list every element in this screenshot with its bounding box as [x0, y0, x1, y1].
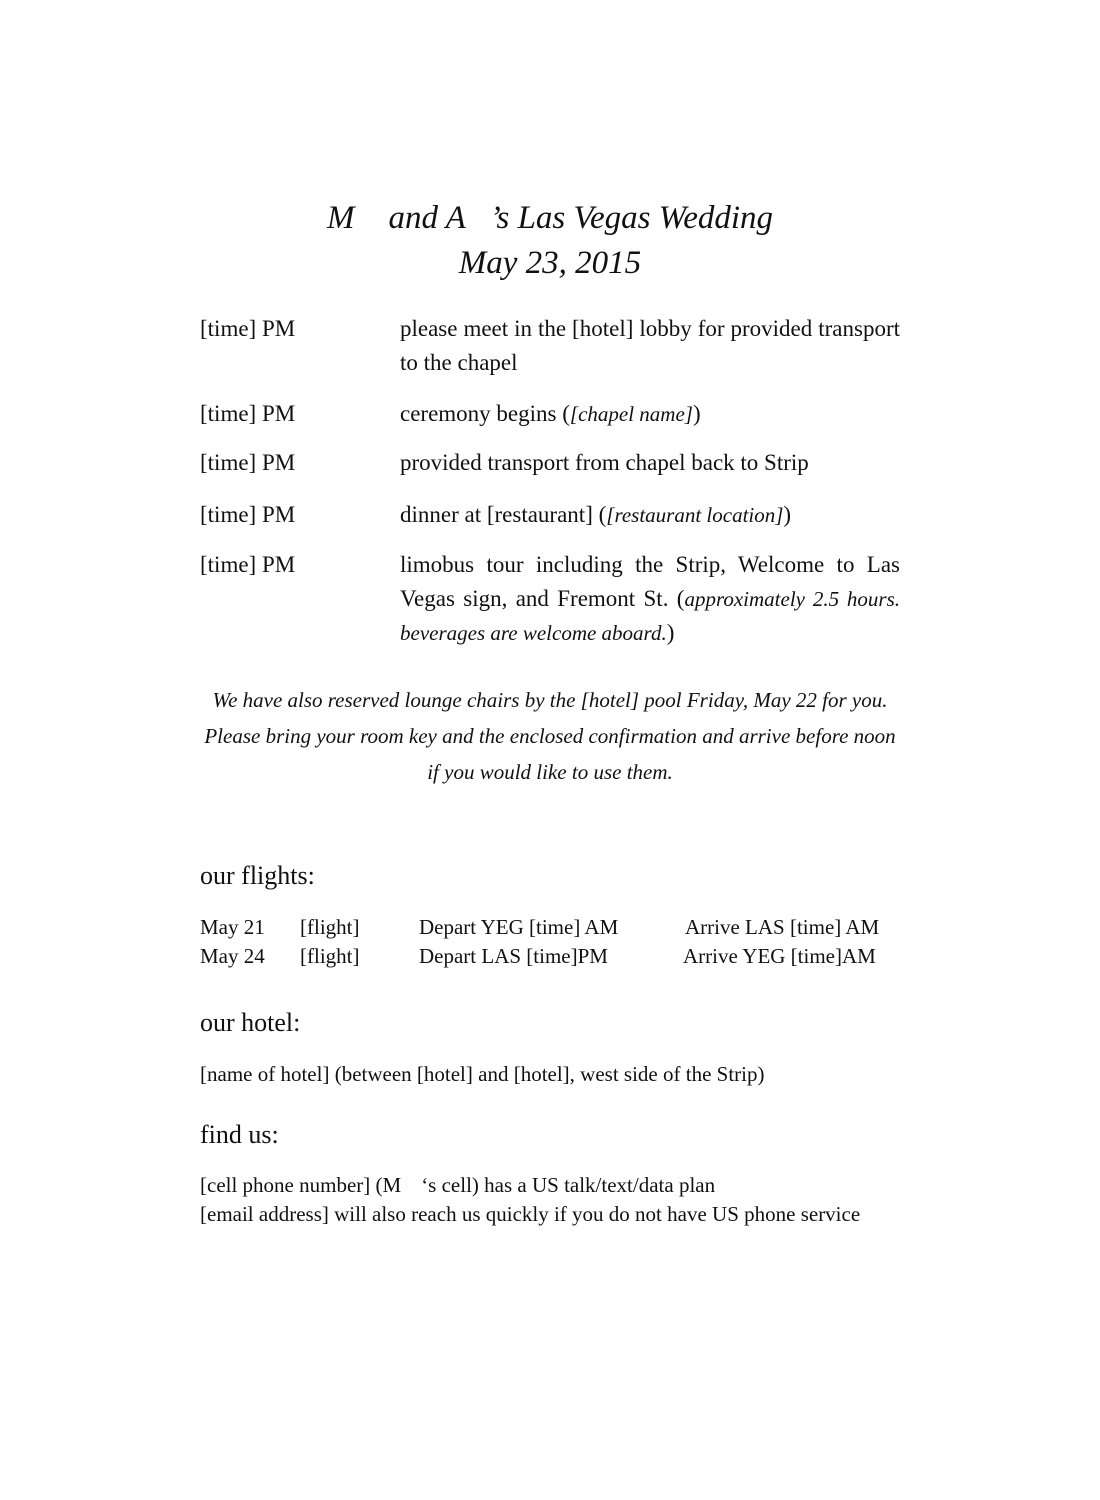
flight-date: May 21	[200, 915, 265, 939]
title-suffix: ’s Las Vegas Wedding	[489, 200, 774, 236]
flight-date: May 24	[200, 944, 265, 968]
flight-depart: Depart LAS [time]PM	[419, 944, 608, 968]
title-and-a: and A	[388, 200, 466, 236]
title-initial-1: M	[326, 200, 355, 236]
wedding-title	[0, 198, 1100, 238]
pool-note: We have also reserved lounge chairs by the [hotel] pool Friday, May 22 for you. Please bring your room key and the enclosed confirmation and arrive before noon if you would like to use them.	[204, 688, 896, 784]
schedule-description: provided transport from chapel back to Strip	[400, 450, 809, 475]
hotel-heading: our hotel:	[200, 1008, 301, 1037]
schedule-description: please meet in the [hotel] lobby for provided transport to the chapel	[400, 316, 900, 375]
email-text: [email address] will also reach us quickly if you do not have US phone service	[200, 1202, 861, 1226]
flight-number: [flight]	[300, 915, 360, 939]
schedule-description: ceremony begins ([chapel name])	[400, 401, 701, 426]
find-us-heading: find us:	[200, 1120, 279, 1149]
flight-number: [flight]	[300, 944, 360, 968]
schedule-time: [time] PM	[200, 316, 296, 341]
flights-heading: our flights:	[200, 861, 315, 890]
hotel-text: [name of hotel] (between [hotel] and [hotel], west side of the Strip)	[200, 1062, 765, 1086]
schedule-time: [time] PM	[200, 502, 296, 527]
schedule-time: [time] PM	[200, 552, 296, 577]
flight-arrive: Arrive YEG [time]AM	[683, 944, 876, 968]
flight-arrive: Arrive LAS [time] AM	[685, 915, 880, 939]
schedule-time: [time] PM	[200, 401, 296, 426]
schedule-time: [time] PM	[200, 450, 296, 475]
wedding-date: May 23, 2015	[458, 245, 642, 281]
schedule-description: limobus tour including the Strip, Welcome to Las Vegas sign, and Fremont St. (approximately 2.5 hours. beverages are welcome aboard.)	[400, 552, 900, 645]
phone-text: [cell phone number] (M ‘s cell) has a US talk/text/data plan	[200, 1173, 716, 1197]
schedule-description: dinner at [restaurant] ([restaurant location])	[400, 502, 792, 527]
flight-depart: Depart YEG [time] AM	[419, 915, 619, 939]
